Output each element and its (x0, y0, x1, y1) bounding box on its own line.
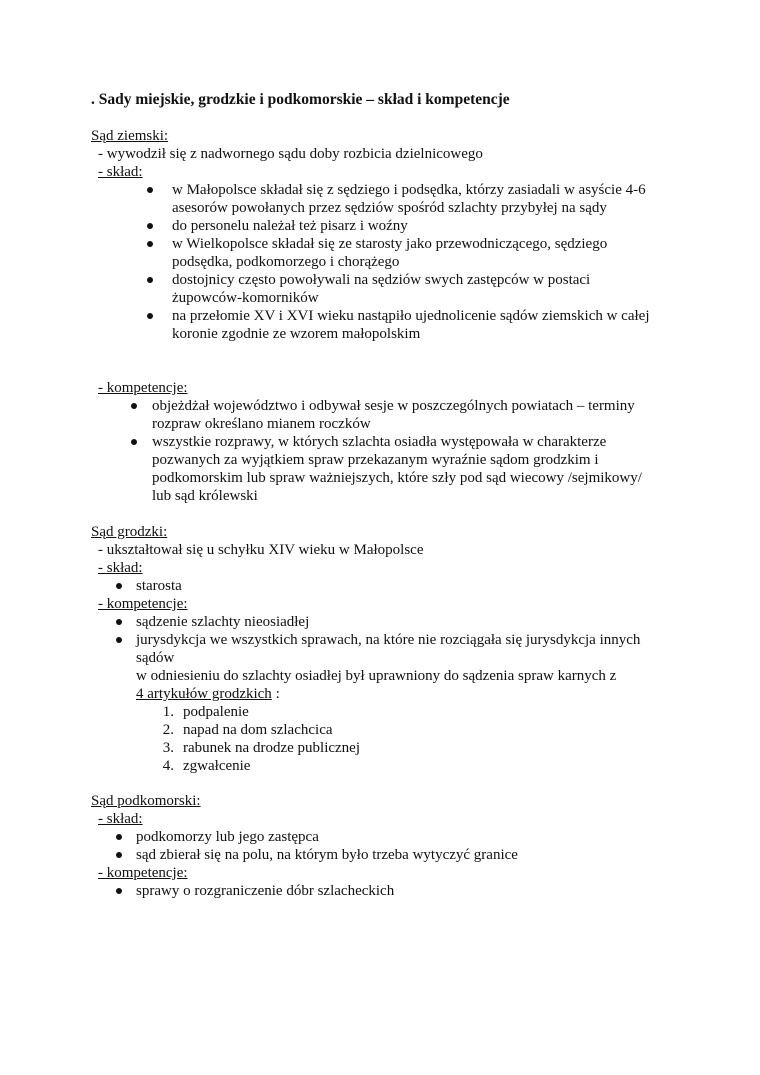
bullet-icon (147, 187, 153, 193)
artykuly-colon: : (271, 686, 280, 702)
list-item-text: rabunek na drodze publicznej (183, 740, 361, 756)
bullet-icon (116, 637, 122, 643)
sad-grodzki-origin: - ukształtował się u schyłku XIV wieku w Małopolsce (98, 542, 424, 558)
list-number: 3. (162, 740, 174, 756)
list-item-text: pozwanych za wyjątkiem spraw przekazanym wyraźnie sądom grodzkim i (152, 452, 599, 468)
sad-podkomorski-sklad-label: - skład: (98, 811, 143, 827)
artykuly-heading (136, 685, 280, 703)
sad-ziemski-kompetencje-label: - kompetencje: (98, 380, 188, 396)
list-item-text: koronie zgodnie ze wzorem małopolskim (172, 326, 421, 342)
bullet-icon (116, 583, 122, 589)
list-number: 4. (162, 758, 174, 774)
list-item-text: zgwałcenie (183, 758, 251, 774)
bullet-icon (147, 241, 153, 247)
list-item-text: podkomorzy lub jego zastępca (136, 829, 319, 845)
sad-grodzki-osiadla-text: w odniesieniu do szlachty osiadłej był uprawniony do sądzenia spraw karnych z (136, 668, 617, 684)
list-item-text: sądów (136, 650, 175, 666)
list-number: 1. (162, 704, 174, 720)
bullet-icon (116, 834, 122, 840)
page-title: . Sady miejskie, grodzkie i podkomorskie – skład i kompetencje (91, 91, 510, 108)
section-heading-sad-podkomorski: Sąd podkomorski: (91, 793, 201, 809)
list-item-text: objeżdżał województwo i odbywał sesje w poszczególnych powiatach – terminy (152, 398, 635, 414)
sad-podkomorski-kompetencje-label: - kompetencje: (98, 865, 188, 881)
list-item-text: napad na dom szlachcica (183, 722, 333, 738)
list-item-text: na przełomie XV i XVI wieku nastąpiło ujednolicenie sądów ziemskich w całej (172, 308, 650, 324)
bullet-icon (131, 403, 137, 409)
section-heading-sad-ziemski: Sąd ziemski: (91, 128, 169, 144)
list-item-text: żupowców-komorników (172, 290, 319, 306)
list-item-text: starosta (136, 578, 182, 594)
bullet-icon (147, 313, 153, 319)
sad-grodzki-sklad-label: - skład: (98, 560, 143, 576)
bullet-icon (116, 852, 122, 858)
list-item-text: sprawy o rozgraniczenie dóbr szlacheckich (136, 883, 395, 899)
bullet-icon (147, 277, 153, 283)
list-item-text: sąd zbierał się na polu, na którym było trzeba wytyczyć granice (136, 847, 518, 863)
list-item-text: dostojnicy często powoływali na sędziów swych zastępców w postaci (172, 272, 591, 288)
list-item-text: wszystkie rozprawy, w których szlachta osiadła występowała w charakterze (152, 434, 607, 450)
list-number: 2. (162, 722, 174, 738)
list-item-text: w Małopolsce składał się z sędziego i podsędka, którzy zasiadali w asyście 4-6 (172, 182, 646, 198)
sad-grodzki-kompetencje-label: - kompetencje: (98, 596, 188, 612)
sad-ziemski-sklad-label: - skład: (98, 164, 143, 180)
artykuly-label: 4 artykułów grodzkich (136, 686, 272, 702)
bullet-icon (116, 888, 122, 894)
list-item-text: rozpraw określano mianem roczków (152, 416, 371, 432)
list-item-text: lub sąd królewski (152, 488, 258, 504)
list-item-text: podsędka, podkomorzego i chorążego (172, 254, 400, 270)
list-item-text: asesorów powołanych przez sędziów spośród szlachty przybyłej na sądy (172, 200, 607, 216)
list-item-text: w Wielkopolsce składał się ze starosty jako przewodniczącego, sędziego (172, 236, 608, 252)
bullet-icon (116, 619, 122, 625)
section-heading-sad-grodzki: Sąd grodzki: (91, 524, 168, 540)
list-item-text: podkomorskim lub spraw ważniejszych, które szły pod sąd wiecowy /sejmikowy/ (152, 470, 642, 486)
bullet-icon (131, 439, 137, 445)
list-item-text: sądzenie szlachty nieosiadłej (136, 614, 310, 630)
list-item-text: podpalenie (183, 704, 249, 720)
bullet-icon (147, 223, 153, 229)
sad-ziemski-origin: - wywodził się z nadwornego sądu doby rozbicia dzielnicowego (98, 146, 483, 162)
list-item-text: jurysdykcja we wszystkich sprawach, na które nie rozciągała się jurysdykcja innych (136, 632, 641, 648)
list-item-text: do personelu należał też pisarz i woźny (172, 218, 408, 234)
